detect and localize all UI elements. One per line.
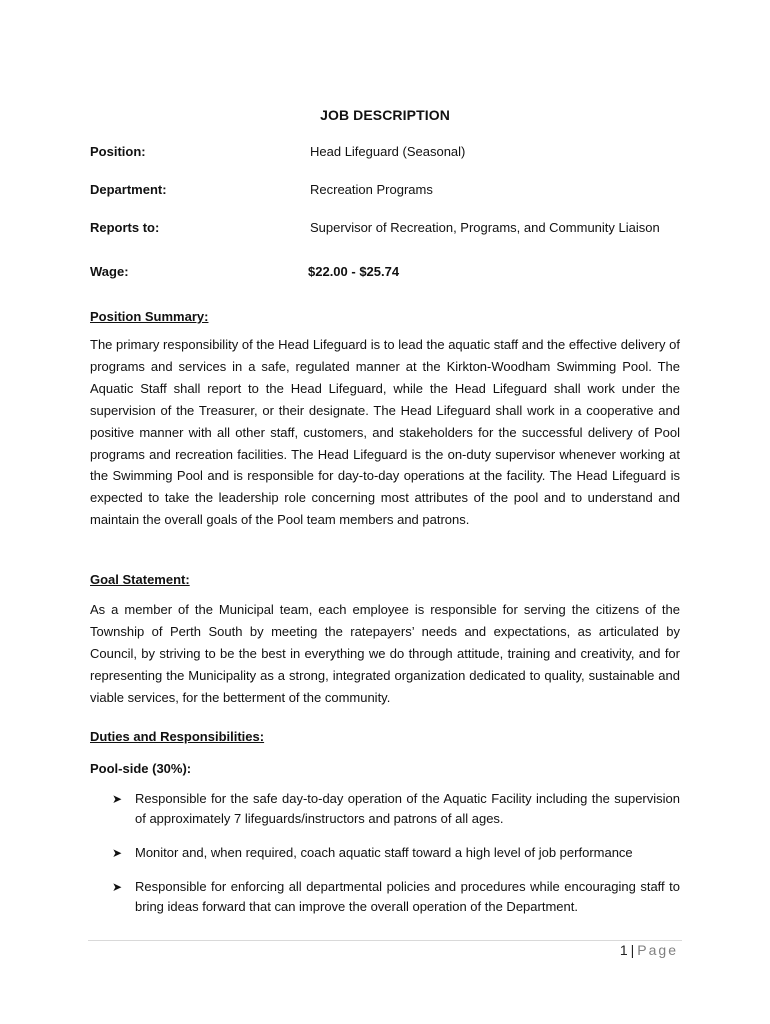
duty-text: Responsible for the safe day-to-day operation of the Aquatic Facility including the supervision of approximately 7 lifeguards/instructors and patrons of all ages. bbox=[135, 791, 680, 826]
pool-side-subheading: Pool-side (30%): bbox=[90, 761, 192, 776]
footer-separator: | bbox=[630, 942, 635, 958]
position-value: Head Lifeguard (Seasonal) bbox=[310, 144, 466, 159]
arrow-bullet-icon: ➤ bbox=[112, 846, 123, 860]
arrow-bullet-icon: ➤ bbox=[112, 880, 123, 894]
document-title: JOB DESCRIPTION bbox=[320, 107, 450, 123]
duty-list-item bbox=[112, 877, 680, 917]
duty-list-item bbox=[112, 789, 680, 829]
position-summary-heading: Position Summary: bbox=[90, 309, 209, 324]
goal-statement-text: As a member of the Municipal team, each employee is responsible for serving the citizens of the Township of Perth South by meeting the ratepayers’ needs and expectations, as articulated by Council, by striving to be the best in everything we do through attitude, training and creativity, and for representing the Municipality as a strong, integrated organization dedicated to quality, sustainable and viable services, for the betterment of the community. bbox=[90, 602, 680, 705]
department-value: Recreation Programs bbox=[310, 182, 433, 197]
duty-list-item bbox=[112, 843, 680, 863]
page-number: 1 bbox=[619, 942, 628, 958]
reports-to-value: Supervisor of Recreation, Programs, and Community Liaison bbox=[310, 220, 660, 235]
goal-statement-heading: Goal Statement: bbox=[90, 572, 190, 587]
position-label: Position: bbox=[90, 144, 146, 159]
reports-to-label: Reports to: bbox=[90, 220, 160, 235]
department-label: Department: bbox=[90, 182, 167, 197]
arrow-bullet-icon: ➤ bbox=[112, 792, 123, 806]
duty-text: Responsible for enforcing all departmental policies and procedures while encouraging staff to bring ideas forward that can improve the overall operation of the Department. bbox=[135, 879, 680, 914]
duty-text: Monitor and, when required, coach aquatic staff toward a high level of job performance bbox=[135, 845, 633, 860]
duties-heading: Duties and Responsibilities: bbox=[90, 729, 265, 744]
page-label: Page bbox=[637, 942, 678, 958]
position-summary-text: The primary responsibility of the Head Lifeguard is to lead the aquatic staff and the effective delivery of programs and services in a safe, regulated manner at the Kirkton-Woodham Swimming Pool. The Aquatic Staff shall report to the Head Lifeguard, while the Head Lifeguard shall work under the supervision of the Treasurer, or their designate. The Head Lifeguard shall work in a cooperative and positive manner with all other staff, customers, and stakeholders for the successful delivery of Pool programs and recreation facilities. The Head Lifeguard is the on-duty supervisor whenever working at the Swimming Pool and is responsible for day-to-day operations at the facility. The Head Lifeguard is expected to take the leadership role concerning most attributes of the pool and to understand and maintain the overall goals of the Pool team members and patrons. bbox=[90, 337, 680, 528]
page-footer bbox=[620, 942, 678, 958]
wage-value: $22.00 - $25.74 bbox=[308, 264, 400, 279]
footer-divider bbox=[88, 940, 682, 941]
wage-label: Wage: bbox=[90, 264, 129, 279]
